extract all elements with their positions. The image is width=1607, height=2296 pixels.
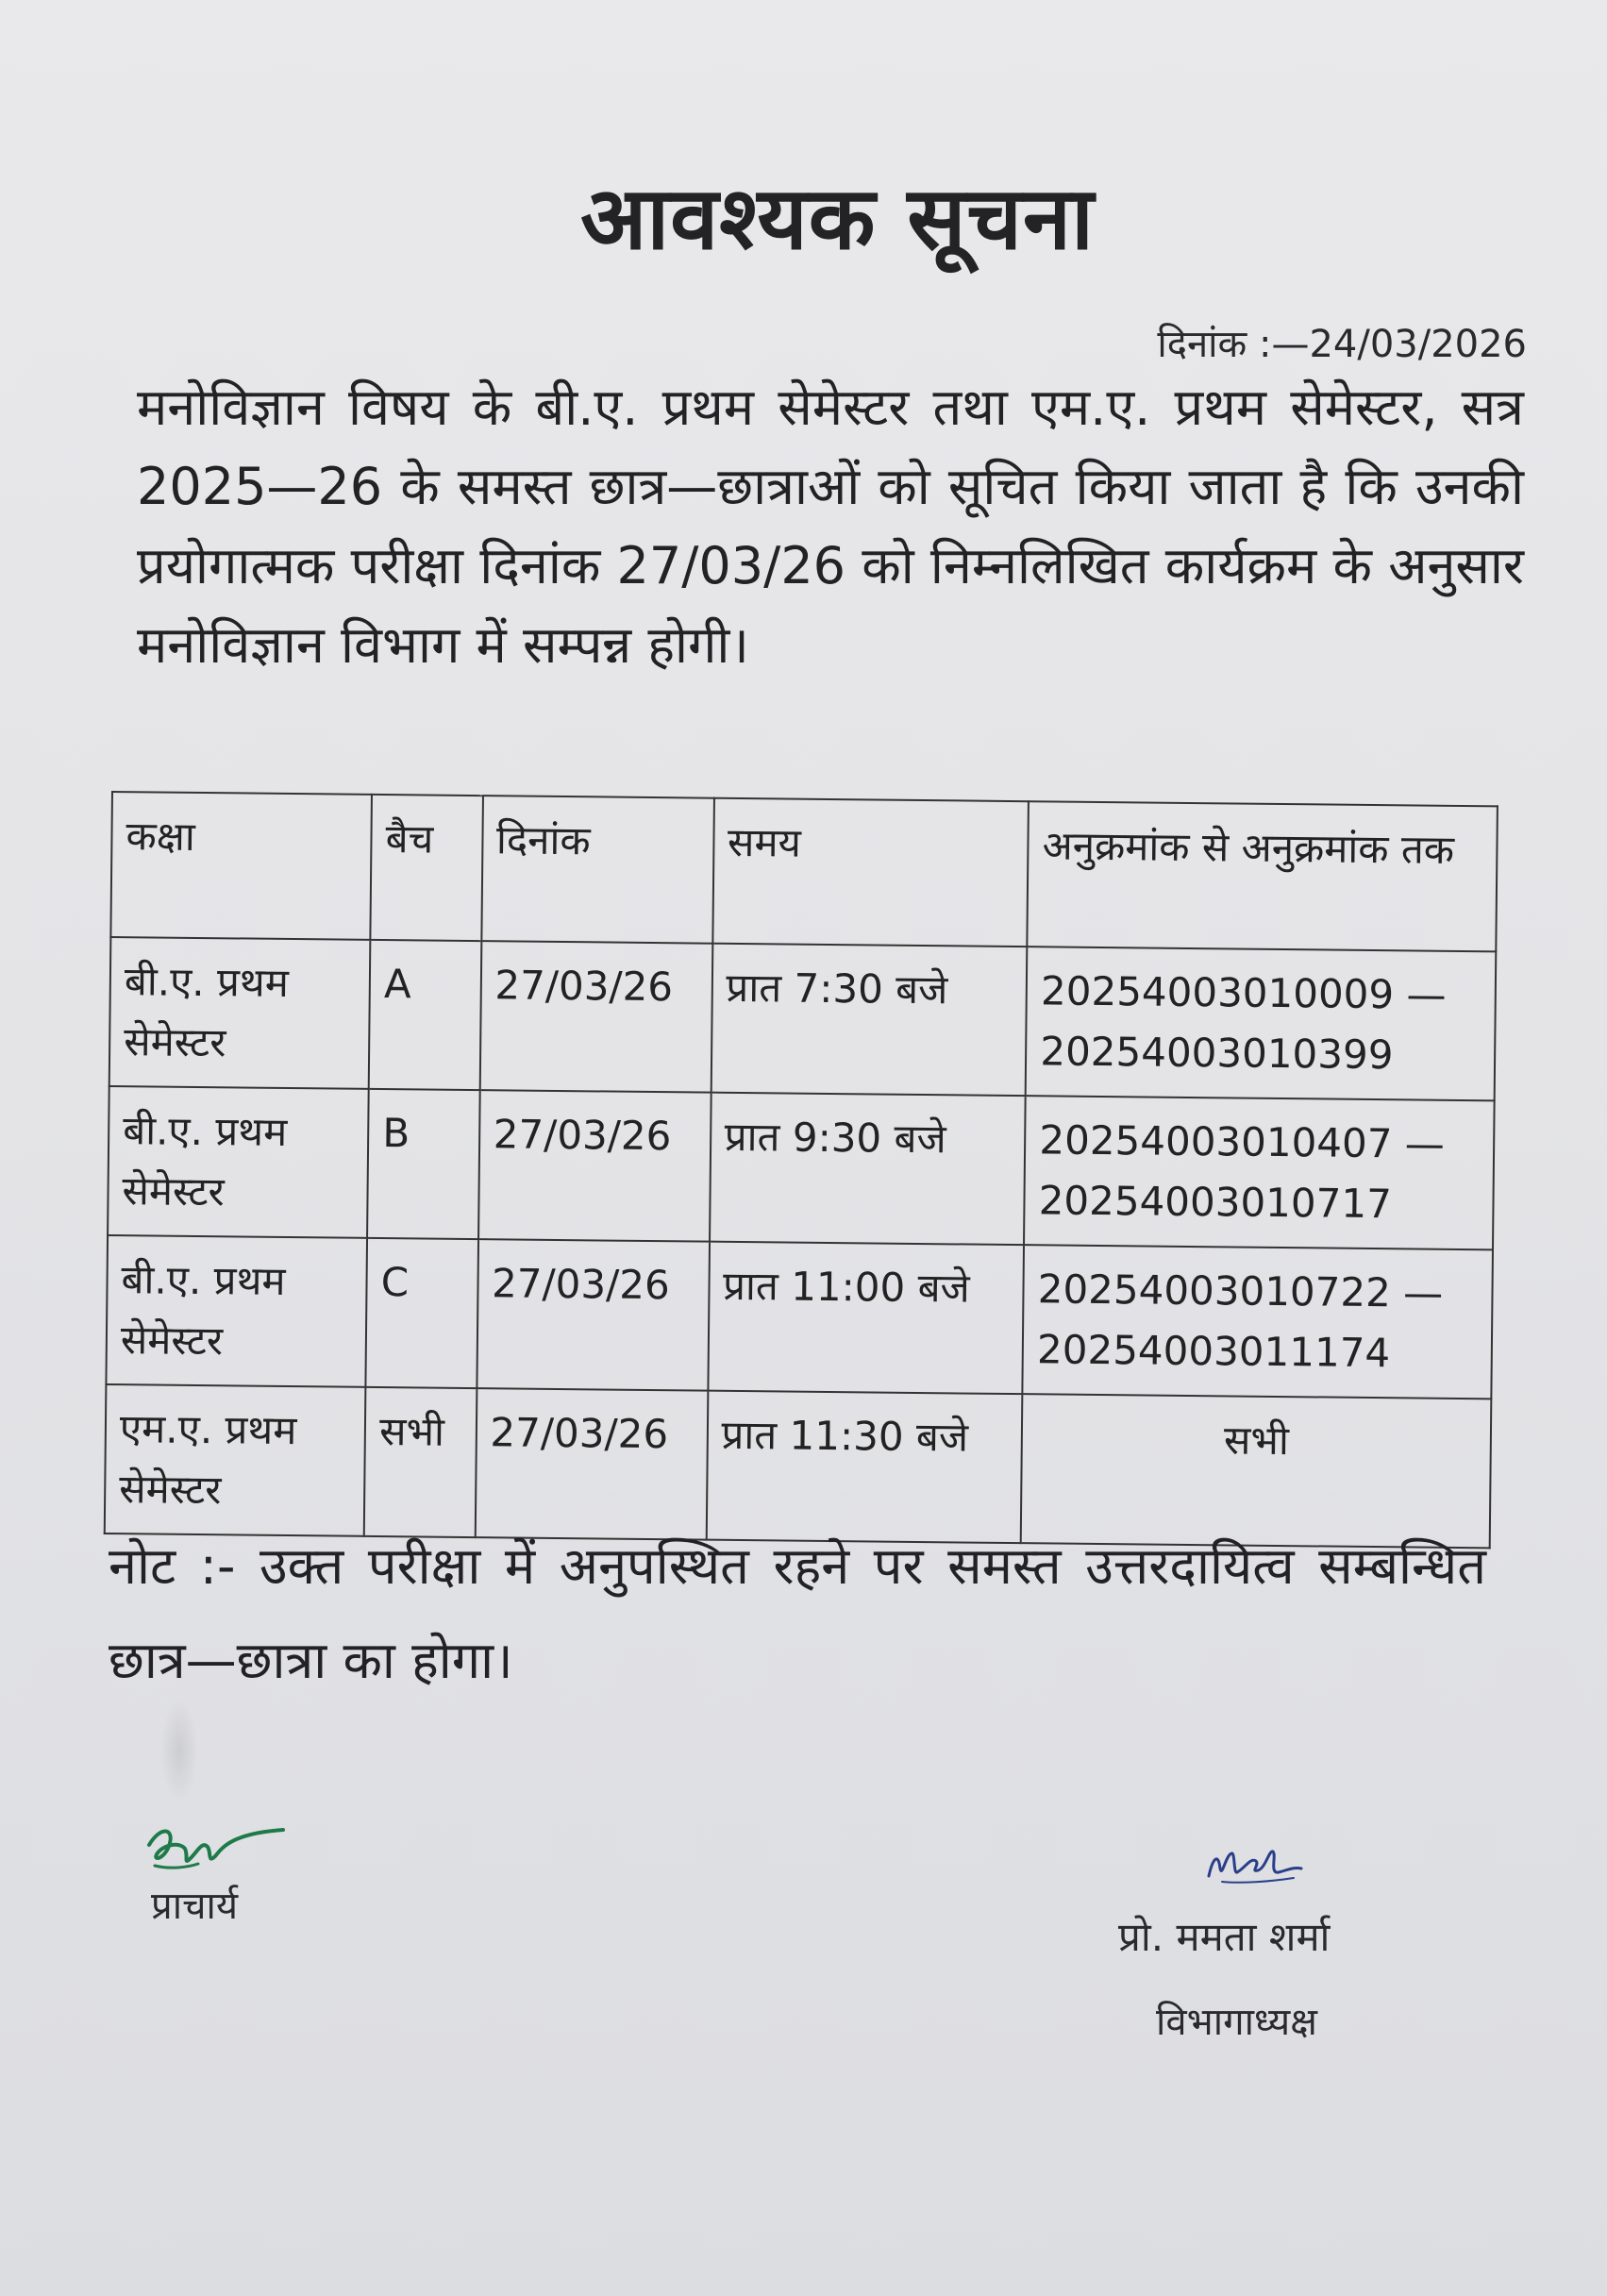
- principal-label: प्राचार्य: [151, 1885, 239, 1928]
- row-time: प्रात 9:30 बजे: [710, 1093, 1026, 1245]
- row-date: 27/03/26: [477, 1239, 710, 1391]
- header-batch: बैच: [371, 795, 483, 941]
- row-roll-range: सभी: [1021, 1394, 1491, 1548]
- row-class: बी.ए. प्रथम सेमेस्टर: [109, 937, 371, 1089]
- table-row: [109, 937, 1497, 1100]
- notice-note: नोट :- उक्त परीक्षा में अनुपस्थित रहने पर समस्त उत्तरदायित्व सम्बन्धित छात्र—छात्रा का होगा।: [109, 1536, 1486, 1690]
- signature-underline: [1222, 1878, 1294, 1883]
- row-batch: A: [369, 940, 481, 1090]
- row-time: प्रात 11:00 बजे: [708, 1242, 1024, 1394]
- row-time: प्रात 7:30 बजे: [711, 944, 1027, 1096]
- notice-title: आवश्यक सूचना: [580, 168, 1095, 269]
- notice-paragraph: मनोविज्ञान विषय के बी.ए. प्रथम सेमेस्टर तथा एम.ए. प्रथम सेमेस्टर, सत्र 2025—26 के समस्त छात्र—छात्राओं को सूचित किया जाता है कि उनकी प्रयोगात्मक परीक्षा दिनांक 27/03/26 को निम्नलिखित कार्यक्रम के अनुसार मनोविज्ञान विभाग में सम्पन्न होगी।: [137, 377, 1524, 675]
- roll-to: 20254003010717: [1038, 1177, 1393, 1228]
- exam-schedule-table: [104, 791, 1498, 1549]
- hod-signature: [1203, 1840, 1307, 1887]
- hod-name: प्रो. ममता शर्मा: [1118, 1914, 1331, 1960]
- signature-underline: [155, 1864, 198, 1868]
- signature-stroke: [149, 1830, 283, 1861]
- roll-to: 20254003011174: [1036, 1326, 1391, 1377]
- row-class: बी.ए. प्रथम सेमेस्टर: [108, 1086, 369, 1238]
- row-date: 27/03/26: [475, 1388, 708, 1540]
- paper-smudge: [160, 1699, 198, 1802]
- row-batch: C: [366, 1238, 478, 1388]
- notice-date: दिनांक :—24/03/2026: [1157, 323, 1527, 366]
- row-roll-range: [1026, 947, 1496, 1100]
- roll-to: 20254003010399: [1040, 1028, 1394, 1079]
- roll-from: 20254003010009 —: [1040, 967, 1447, 1018]
- row-class: एम.ए. प्रथम सेमेस्टर: [105, 1384, 366, 1536]
- roll-from: 20254003010407 —: [1039, 1116, 1446, 1167]
- row-batch: B: [367, 1089, 479, 1239]
- principal-signature: [142, 1817, 293, 1883]
- roll-from: 20254003010722 —: [1037, 1265, 1444, 1316]
- header-roll-range: अनुक्रमांक से अनुक्रमांक तक: [1028, 801, 1498, 951]
- table-header-row: [110, 792, 1498, 951]
- table-row: [106, 1235, 1493, 1399]
- row-class: बी.ए. प्रथम सेमेस्टर: [106, 1235, 367, 1387]
- header-time: समय: [712, 798, 1029, 947]
- hod-designation: विभागाध्यक्ष: [1156, 2001, 1317, 2044]
- row-roll-range: [1023, 1245, 1493, 1399]
- row-date: 27/03/26: [479, 941, 712, 1093]
- header-date: दिनांक: [481, 796, 714, 944]
- row-date: 27/03/26: [478, 1090, 711, 1242]
- row-batch: सभी: [364, 1387, 477, 1537]
- row-time: प्रात 11:30 बजे: [706, 1391, 1022, 1543]
- row-roll-range: [1024, 1096, 1494, 1249]
- table-row: [108, 1086, 1495, 1249]
- signature-stroke: [1209, 1852, 1301, 1876]
- header-class: कक्षा: [110, 792, 372, 940]
